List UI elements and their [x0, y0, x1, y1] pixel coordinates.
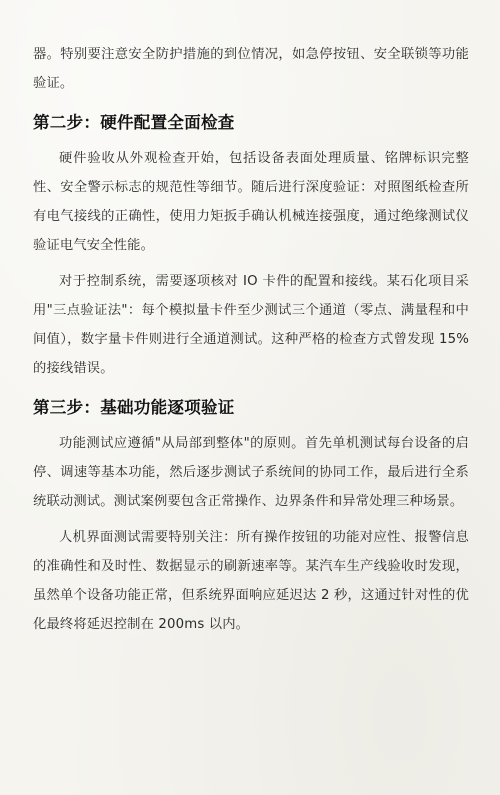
step2-heading: 第二步：硬件配置全面检查	[33, 113, 235, 132]
step2-paragraph-1: 硬件验收从外观检查开始，包括设备表面处理质量、铭牌标识完整性、安全警示标志的规范性等细节。随后进行深度验证：对照图纸检查所有电气接线的正确性，使用力矩扳手确认机械连接强度，通过绝缘测试仪验证电气安全性能。	[33, 151, 469, 253]
document-body	[33, 40, 469, 639]
step3-paragraph-1: 功能测试应遵循"从局部到整体"的原则。首先单机测试每台设备的启停、调速等基本功能，然后逐步测试子系统间的协同工作，最后进行全系统联动测试。测试案例要包含正常操作、边界条件和异常处理三种场景。	[33, 436, 469, 509]
intro-paragraph: 器。特别要注意安全防护措施的到位情况，如急停按钮、安全联锁等功能验证。	[33, 47, 469, 91]
step3-paragraph-2: 人机界面测试需要特别关注：所有操作按钮的功能对应性、报警信息的准确性和及时性、数据显示的刷新速率等。某汽车生产线验收时发现，虽然单个设备功能正常，但系统界面响应延迟达 2 秒，这通过针对性的优化最终将延迟控制在 200ms 以内。	[33, 530, 469, 632]
step2-paragraph-2: 对于控制系统，需要逐项核对 IO 卡件的配置和接线。某石化项目采用"三点验证法"：每个模拟量卡件至少测试三个通道（零点、满量程和中间值），数字量卡件则进行全通道测试。这种严格的检查方式曾发现 15%的接线错误。	[33, 274, 469, 376]
step3-heading: 第三步：基础功能逐项验证	[33, 398, 235, 417]
